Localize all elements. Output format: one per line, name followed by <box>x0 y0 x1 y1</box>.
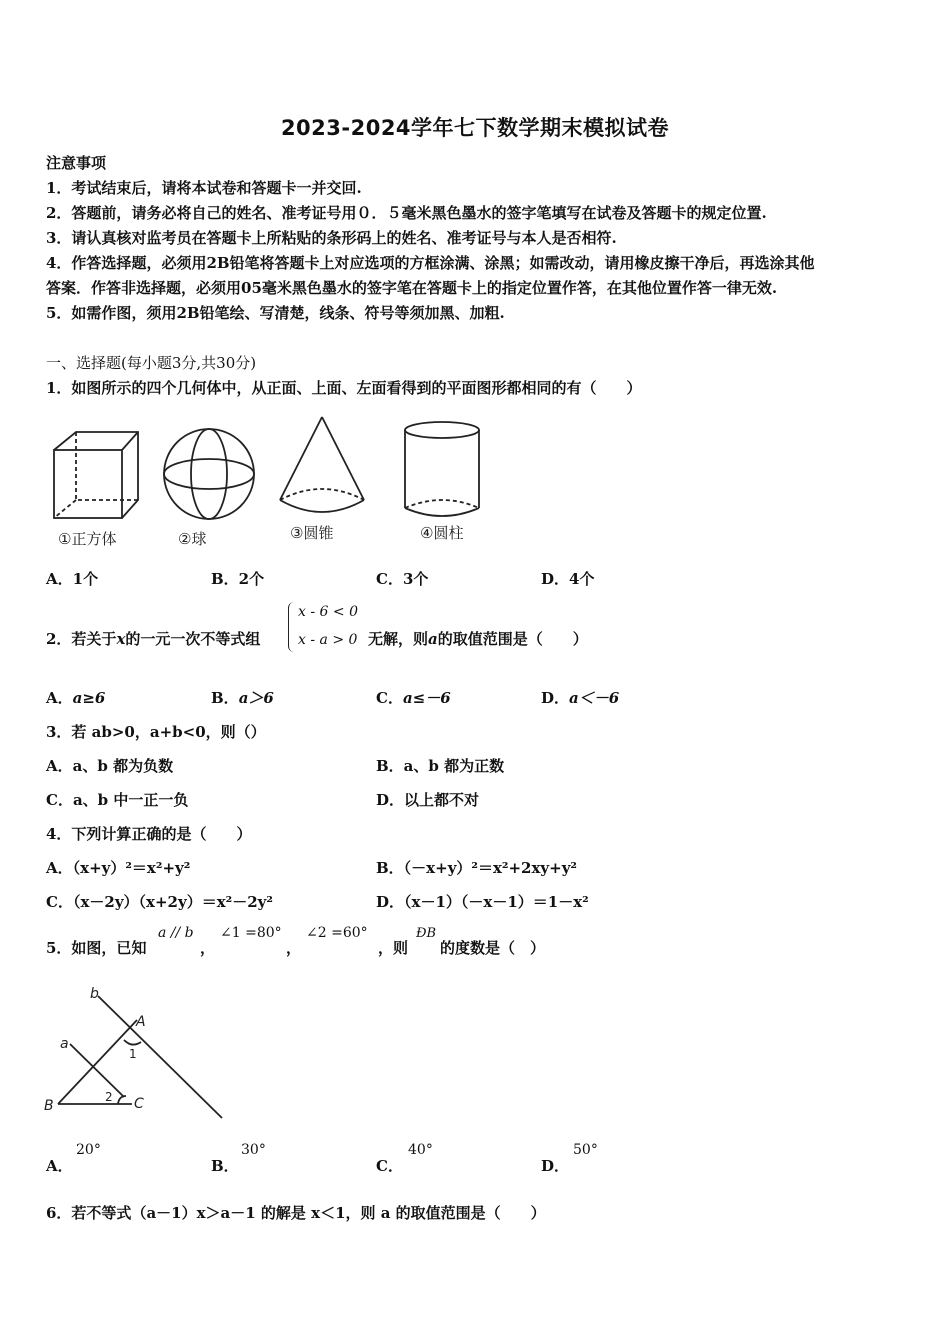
q5-stem-c: 的度数是（ ） <box>440 939 546 957</box>
q2-option-d[interactable]: D．a＜－6 <box>541 689 620 707</box>
notice-item-4-cont: 答案．作答非选择题，必须用05毫米黑色墨水的签字笔在答题卡上的指定位置作答，在其他位置作答一律无效. <box>46 279 778 297</box>
q4-option-a[interactable]: A．（x+y）²＝x²+y² <box>46 859 191 877</box>
label-cylinder: ④圆柱 <box>420 524 464 542</box>
q4-option-b[interactable]: B．（－x+y）²＝x²+2xy+y² <box>376 859 578 877</box>
q3-option-a[interactable]: A．a、b 都为负数 <box>46 757 174 775</box>
notice-item-5: 5．如需作图，须用2B铅笔绘、写清楚，线条、符号等须加黑、加粗. <box>46 304 505 322</box>
q5-option-d-value[interactable]: 50° <box>573 1142 598 1158</box>
notice-item-2: 2．答题前，请务必将自己的姓名、准考证号用０．５毫米黑色墨水的签字笔填写在试卷及答题卡的规定位置. <box>46 204 767 222</box>
q2-var-x: x <box>116 630 126 648</box>
q3-stem: 3．若 ab>0，a+b<0，则（） <box>46 723 266 741</box>
q4-option-d[interactable]: D．（x－1）（－x－1）＝1－x² <box>376 893 589 911</box>
q3-option-c[interactable]: C．a、b 中一正一负 <box>46 791 189 809</box>
q1-solids-figure <box>46 412 486 552</box>
sphere-drawing <box>164 429 254 519</box>
q1-option-b[interactable]: B．2个 <box>211 570 265 588</box>
q5-option-a-value[interactable]: 20° <box>76 1142 101 1158</box>
q5-stem-a: 5．如图，已知 <box>46 939 147 957</box>
section-heading: 一、选择题(每小题3分,共30分) <box>46 354 257 372</box>
q2-stem-tail <box>368 628 588 649</box>
q5-option-b-label[interactable]: B． <box>211 1157 239 1175</box>
label-angle-1: 1 <box>129 1047 137 1061</box>
segment-ab <box>58 1020 137 1104</box>
q4-option-c[interactable]: C．（x－2y）（x+2y）＝x²－2y² <box>46 893 273 911</box>
q6-stem: 6．若不等式（a－1）x＞a－1 的解是 x＜1，则 a 的取值范围是（ ） <box>46 1204 546 1222</box>
angle-2-arc <box>118 1096 126 1104</box>
q3-option-b[interactable]: B．a、b 都为正数 <box>376 757 505 775</box>
q2-system-line-2: x - a > 0 <box>298 632 358 648</box>
q5-stem-b: ，则 <box>378 939 409 957</box>
line-b <box>98 996 222 1118</box>
q2-option-c[interactable]: C．a≤－6 <box>376 689 451 707</box>
q5-cond-angle2: ∠2 =60° <box>306 925 368 941</box>
notice-item-1: 1．考试结束后，请将本试卷和答题卡一并交回. <box>46 179 362 197</box>
q5-option-a-label[interactable]: A． <box>46 1157 73 1175</box>
label-b-line: b <box>90 986 99 1002</box>
q5-angle-b: ÐB <box>416 926 437 941</box>
angle-1-arc <box>124 1040 141 1045</box>
notice-heading: 注意事项 <box>46 154 107 172</box>
q2-var-a: a <box>428 630 438 648</box>
label-point-b: B <box>44 1098 54 1114</box>
label-a-line: a <box>60 1036 69 1052</box>
q2-stem-c: 无解，则 <box>368 630 429 648</box>
line-a <box>70 1044 124 1097</box>
q5-comma-2: ， <box>286 939 302 957</box>
label-point-c: C <box>134 1096 144 1112</box>
q1-option-a[interactable]: A．1个 <box>46 570 99 588</box>
q2-stem-b: 的一元一次不等式组 <box>125 630 261 648</box>
label-sphere: ②球 <box>178 530 207 548</box>
q2-stem-a: 2．若关于 <box>46 630 117 648</box>
q2-option-a[interactable]: A．a≥6 <box>46 689 106 707</box>
cone-drawing <box>280 417 364 512</box>
q1-stem: 1．如图所示的四个几何体中，从正面、上面、左面看得到的平面图形都相同的有（ ） <box>46 379 642 397</box>
page-title: 2023-2024学年七下数学期末模拟试卷 <box>280 116 670 140</box>
q2-system-brace <box>288 602 295 652</box>
q1-option-c[interactable]: C．3个 <box>376 570 429 588</box>
q5-option-c-value[interactable]: 40° <box>408 1142 433 1158</box>
cube-drawing <box>54 432 138 518</box>
cylinder-drawing <box>405 422 479 516</box>
q5-option-b-value[interactable]: 30° <box>241 1142 266 1158</box>
label-point-a: A <box>136 1014 146 1030</box>
q5-cond-angle1: ∠1 =80° <box>220 925 282 941</box>
q5-comma-1: ， <box>200 939 216 957</box>
q5-option-c-label[interactable]: C． <box>376 1157 403 1175</box>
label-cube: ①正方体 <box>58 530 117 548</box>
q3-option-d[interactable]: D．以上都不对 <box>376 791 480 809</box>
label-cone: ③圆锥 <box>290 524 334 542</box>
q5-cond-parallel: a // b <box>158 925 194 941</box>
notice-item-4: 4．作答选择题，必须用2B铅笔将答题卡上对应选项的方框涂满、涂黑；如需改动，请用橡皮擦干净后，再选涂其他 <box>46 254 815 272</box>
q2-system-line-1: x - 6 < 0 <box>298 604 358 620</box>
q2-option-b[interactable]: B．a＞6 <box>211 689 274 707</box>
q5-parallel-lines-figure <box>40 980 240 1125</box>
q5-option-d-label[interactable]: D． <box>541 1157 570 1175</box>
q1-option-d[interactable]: D．4个 <box>541 570 595 588</box>
q2-stem <box>46 628 260 649</box>
label-angle-2: 2 <box>105 1090 113 1104</box>
q4-stem: 4．下列计算正确的是（ ） <box>46 825 252 843</box>
notice-item-3: 3．请认真核对监考员在答题卡上所粘贴的条形码上的姓名、准考证号与本人是否相符. <box>46 229 617 247</box>
q2-stem-d: 的取值范围是（ ） <box>437 630 588 648</box>
